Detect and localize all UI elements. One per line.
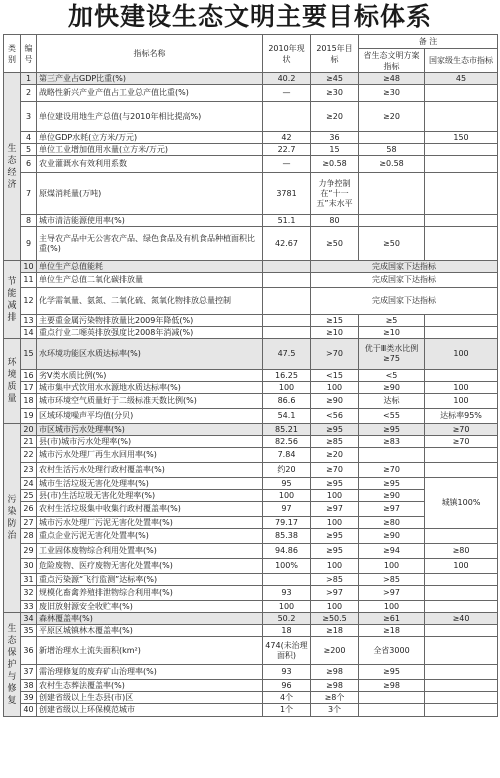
provincial-target: ≥18 [359,625,425,637]
value-2010 [263,273,311,288]
row-number: 23 [21,463,37,478]
target-2015: >85 [311,574,359,586]
provincial-target: ≥95 [359,424,425,436]
target-2015: 3个 [311,704,359,717]
value-2010: 16.25 [263,370,311,382]
target-2015: ≥10 [311,327,359,339]
value-2010: 94.86 [263,544,311,559]
national-target: 城镇100% [425,478,498,529]
value-2010: 85.38 [263,529,311,544]
row-number: 8 [21,215,37,227]
row-number: 35 [21,625,37,637]
indicator-name: 城市污水处理厂再生水回用率(%) [37,448,263,463]
row-number: 14 [21,327,37,339]
target-2015: 完成国家下达指标 [311,273,498,288]
national-target [425,574,498,586]
indicator-name: 重点企业污泥无害化处置率(%) [37,529,263,544]
table-row [4,436,498,448]
table-row [4,261,498,273]
row-number: 20 [21,424,37,436]
table-row [4,574,498,586]
value-2010: 93 [263,586,311,601]
row-number: 21 [21,436,37,448]
value-2010: 7.84 [263,448,311,463]
row-number: 28 [21,529,37,544]
table-row [4,173,498,215]
target-2015: ≥50.5 [311,613,359,625]
indicator-name: 创建省级以上生态县(市)区 [37,692,263,704]
provincial-target: ≥50 [359,227,425,261]
row-number: 16 [21,370,37,382]
target-2015: ≥30 [311,85,359,102]
table-row [4,409,498,424]
target-2015: ≥95 [311,424,359,436]
value-2010: 约20 [263,463,311,478]
table-row [4,73,498,85]
table-row [4,144,498,156]
provincial-target: >85 [359,574,425,586]
target-2015: ≥97 [311,502,359,517]
indicator-name: 战略性新兴产业产值占工业总产值比重(%) [37,85,263,102]
row-number: 36 [21,637,37,665]
header-2015: 2015年目标 [311,35,359,73]
provincial-target: 优于Ⅲ类水比例≥75 [359,339,425,370]
table-row [4,382,498,394]
row-number: 9 [21,227,37,261]
header-indicator: 指标名称 [37,35,263,73]
target-2015: 100 [311,382,359,394]
row-number: 29 [21,544,37,559]
national-target: 100 [425,382,498,394]
header-number: 编号 [21,35,37,73]
indicator-name: 危险废物、医疗废物无害化处置率(%) [37,559,263,574]
indicator-name: 化学需氧量、氨氮、二氧化硫、氮氧化物排放总量控制 [37,288,263,315]
value-2010: 100 [263,601,311,613]
national-target [425,144,498,156]
provincial-target [359,215,425,227]
target-2015: 力争控制在“十一五”末水平 [311,173,359,215]
row-number: 4 [21,132,37,144]
indicator-name: 原煤消耗量(万吨) [37,173,263,215]
target-2015: ≥70 [311,463,359,478]
indicator-name: 农业灌溉水有效利用系数 [37,156,263,173]
national-target: 150 [425,132,498,144]
header-provincial: 省生态文明方案指标 [359,49,425,73]
row-number: 3 [21,102,37,132]
indicator-name: 单位工业增加值用水量(立方米/万元) [37,144,263,156]
provincial-target: 100 [359,601,425,613]
indicator-name: 单位生产总值二氧化碳排放量 [37,273,263,288]
indicator-name: 新增治理水土流失面积(km²) [37,637,263,665]
header-category: 类别 [4,35,21,73]
indicator-name: 平原区城镇林木覆盖率(%) [37,625,263,637]
target-2015: ≥50 [311,227,359,261]
indicator-name: 城市集中式饮用水水源地水质达标率(%) [37,382,263,394]
value-2010: 47.5 [263,339,311,370]
row-number: 12 [21,288,37,315]
target-2015: >97 [311,586,359,601]
indicator-name: 单位GDP水耗(立方米/万元) [37,132,263,144]
row-number: 27 [21,517,37,529]
indicator-name: 区域环境噪声平均值(分贝) [37,409,263,424]
indicator-name: 森林覆盖率(%) [37,613,263,625]
national-target: 100 [425,559,498,574]
national-target: ≥70 [425,424,498,436]
provincial-target: <5 [359,370,425,382]
indicator-name: 水环境功能区水质达标率(%) [37,339,263,370]
national-target [425,680,498,692]
row-number: 34 [21,613,37,625]
table-row [4,85,498,102]
value-2010: 22.7 [263,144,311,156]
target-2015: ≥98 [311,680,359,692]
row-number: 38 [21,680,37,692]
national-target [425,85,498,102]
indicator-name: 劣V类水质比例(%) [37,370,263,382]
national-target [425,463,498,478]
provincial-target: ≥83 [359,436,425,448]
row-number: 32 [21,586,37,601]
row-number: 22 [21,448,37,463]
value-2010: — [263,156,311,173]
national-target [425,625,498,637]
page-title: 加快建设生态文明主要目标体系 [67,2,432,31]
target-2015: 100 [311,601,359,613]
value-2010: 474(未治理面积) [263,637,311,665]
value-2010: 51.1 [263,215,311,227]
national-target [425,215,498,227]
target-2015: ≥45 [311,73,359,85]
table-row [4,680,498,692]
table-row [4,625,498,637]
national-target [425,586,498,601]
indicator-name: 农村生活垃圾集中收集行政村覆盖率(%) [37,502,263,517]
row-number: 24 [21,478,37,490]
table-row [4,559,498,574]
table-row [4,601,498,613]
national-target [425,173,498,215]
table-row [4,394,498,409]
table-row [4,704,498,717]
national-target: 100 [425,394,498,409]
table-row [4,665,498,680]
row-number: 30 [21,559,37,574]
indicator-name: 单位建设用地生产总值(与2010年相比提高%) [37,102,263,132]
row-number: 13 [21,315,37,327]
provincial-target: 全省3000 [359,637,425,665]
table-row [4,502,498,517]
indicator-name: 城市清洁能源使用率(%) [37,215,263,227]
row-number: 18 [21,394,37,409]
indicator-name: 市区城市污水处理率(%) [37,424,263,436]
header-national: 国家级生态市指标 [425,49,498,73]
provincial-target [359,704,425,717]
indicator-name: 第三产业占GDP比重(%) [37,73,263,85]
indicator-name: 主导农产品中无公害农产品、绿色食品及有机食品种植面积比重(%) [37,227,263,261]
target-2015: 36 [311,132,359,144]
value-2010: 93 [263,665,311,680]
table-row [4,132,498,144]
table-row [4,586,498,601]
indicator-name: 城市污水处理厂污泥无害化处置率(%) [37,517,263,529]
table-row [4,544,498,559]
national-target [425,665,498,680]
target-2015: >70 [311,339,359,370]
target-2015: ≥200 [311,637,359,665]
value-2010: 82.56 [263,436,311,448]
provincial-target: ≥95 [359,478,425,490]
category-cell: 生态保护与修复 [4,613,21,717]
indicator-name: 需治理修复的废弃矿山治理率(%) [37,665,263,680]
target-2015: ≥18 [311,625,359,637]
row-number: 1 [21,73,37,85]
indicator-name: 主要重金属污染物排放量比2009年降低(%) [37,315,263,327]
value-2010: 95 [263,478,311,490]
indicator-name: 农村生态葬法覆盖率(%) [37,680,263,692]
target-2015: ≥15 [311,315,359,327]
row-number: 25 [21,490,37,502]
row-number: 33 [21,601,37,613]
category-cell: 生态经济 [4,73,21,261]
value-2010 [263,315,311,327]
value-2010: 40.2 [263,73,311,85]
national-target: 45 [425,73,498,85]
value-2010 [263,261,311,273]
indicator-name: 城市环境空气质量好于二级标准天数比例(%) [37,394,263,409]
provincial-target: 100 [359,559,425,574]
table-row [4,215,498,227]
indicator-name: 废旧放射源安全收贮率(%) [37,601,263,613]
target-2015: ≥20 [311,448,359,463]
provincial-target: ≥5 [359,315,425,327]
indicator-name: 县(市)生活垃圾无害化处理率(%) [37,490,263,502]
value-2010: 42.67 [263,227,311,261]
table-row [4,463,498,478]
value-2010: 97 [263,502,311,517]
indicator-name: 重点行业二噁英排放强度比2008年消减(%) [37,327,263,339]
table-row [4,448,498,463]
row-number: 37 [21,665,37,680]
row-number: 11 [21,273,37,288]
target-2015: 100 [311,517,359,529]
table-row [4,517,498,529]
indicator-name: 重点污染源“飞行监测”达标率(%) [37,574,263,586]
national-target [425,637,498,665]
national-target [425,529,498,544]
table-row [4,273,498,288]
national-target [425,327,498,339]
provincial-target: ≥90 [359,490,425,502]
indicator-name: 单位生产总值能耗 [37,261,263,273]
table-row [4,227,498,261]
row-number: 6 [21,156,37,173]
value-2010: 54.1 [263,409,311,424]
value-2010: 79.17 [263,517,311,529]
row-number: 2 [21,85,37,102]
provincial-target: ≥70 [359,463,425,478]
target-2015: ≥98 [311,665,359,680]
value-2010: 85.21 [263,424,311,436]
row-number: 15 [21,339,37,370]
row-number: 7 [21,173,37,215]
national-target: 100 [425,339,498,370]
provincial-target: ≥20 [359,102,425,132]
table-row [4,424,498,436]
provincial-target: ≥61 [359,613,425,625]
target-2015: ≥20 [311,102,359,132]
row-number: 10 [21,261,37,273]
value-2010: 100 [263,490,311,502]
row-number: 40 [21,704,37,717]
row-number: 26 [21,502,37,517]
provincial-target: ≥94 [359,544,425,559]
category-cell: 污染防治 [4,424,21,613]
value-2010: 50.2 [263,613,311,625]
national-target [425,448,498,463]
national-target [425,227,498,261]
table-row [4,692,498,704]
table-row [4,156,498,173]
provincial-target: ≥30 [359,85,425,102]
row-number: 5 [21,144,37,156]
provincial-target [359,132,425,144]
provincial-target: ≥97 [359,502,425,517]
target-2015: 100 [311,490,359,502]
table-row [4,102,498,132]
table-row [4,490,498,502]
national-target: ≥80 [425,544,498,559]
category-cell: 环境质量 [4,339,21,424]
target-2015: ≥90 [311,394,359,409]
indicator-name: 规模化畜禽养殖排泄物综合利用率(%) [37,586,263,601]
header-2010: 2010年现状 [263,35,311,73]
row-number: 31 [21,574,37,586]
provincial-target: ≥10 [359,327,425,339]
national-target [425,692,498,704]
target-2015: ≥95 [311,544,359,559]
row-number: 19 [21,409,37,424]
national-target: 达标率95% [425,409,498,424]
targets-table [3,34,498,717]
value-2010: 100% [263,559,311,574]
national-target: ≥70 [425,436,498,448]
value-2010: 1个 [263,704,311,717]
value-2010 [263,327,311,339]
indicator-name: 工业固体废物综合利用处置率(%) [37,544,263,559]
category-cell: 节能减排 [4,261,21,339]
target-2015: 80 [311,215,359,227]
value-2010: 42 [263,132,311,144]
provincial-target: ≥98 [359,680,425,692]
national-target [425,156,498,173]
indicator-name: 创建省级以上环保模范城市 [37,704,263,717]
provincial-target: >97 [359,586,425,601]
table-row [4,613,498,625]
provincial-target: ≥80 [359,517,425,529]
row-number: 17 [21,382,37,394]
table-row [4,288,498,315]
target-2015: ≥0.58 [311,156,359,173]
provincial-target: ≥95 [359,665,425,680]
provincial-target: ≥90 [359,529,425,544]
provincial-target: ≥48 [359,73,425,85]
table-row [4,370,498,382]
table-row [4,529,498,544]
table-row [4,478,498,490]
national-target [425,102,498,132]
target-2015: 15 [311,144,359,156]
target-2015: ≥95 [311,529,359,544]
national-target [425,601,498,613]
table-row [4,637,498,665]
indicator-name: 城市生活垃圾无害化处理率(%) [37,478,263,490]
target-2015: 100 [311,559,359,574]
national-target: ≥40 [425,613,498,625]
provincial-target [359,173,425,215]
value-2010: 96 [263,680,311,692]
national-target [425,370,498,382]
value-2010: 86.6 [263,394,311,409]
provincial-target [359,448,425,463]
row-number: 39 [21,692,37,704]
value-2010 [263,102,311,132]
table-row [4,339,498,370]
target-2015: ≥95 [311,478,359,490]
target-2015: <56 [311,409,359,424]
indicator-name: 农村生活污水处理行政村覆盖率(%) [37,463,263,478]
indicator-name: 县(市)城市污水处理率(%) [37,436,263,448]
header-remarks: 备 注 [359,35,498,49]
value-2010: 100 [263,382,311,394]
table-row [4,315,498,327]
value-2010: 4个 [263,692,311,704]
target-2015: <15 [311,370,359,382]
target-2015: ≥8个 [311,692,359,704]
value-2010: — [263,85,311,102]
target-2015: 完成国家下达指标 [311,288,498,315]
value-2010 [263,288,311,315]
provincial-target: 达标 [359,394,425,409]
national-target [425,315,498,327]
value-2010 [263,574,311,586]
table-row [4,327,498,339]
target-2015: ≥85 [311,436,359,448]
provincial-target: ≥90 [359,382,425,394]
target-2015: 完成国家下达指标 [311,261,498,273]
value-2010: 18 [263,625,311,637]
provincial-target [359,692,425,704]
national-target [425,704,498,717]
value-2010: 3781 [263,173,311,215]
provincial-target: 58 [359,144,425,156]
provincial-target: ≥0.58 [359,156,425,173]
provincial-target: <55 [359,409,425,424]
